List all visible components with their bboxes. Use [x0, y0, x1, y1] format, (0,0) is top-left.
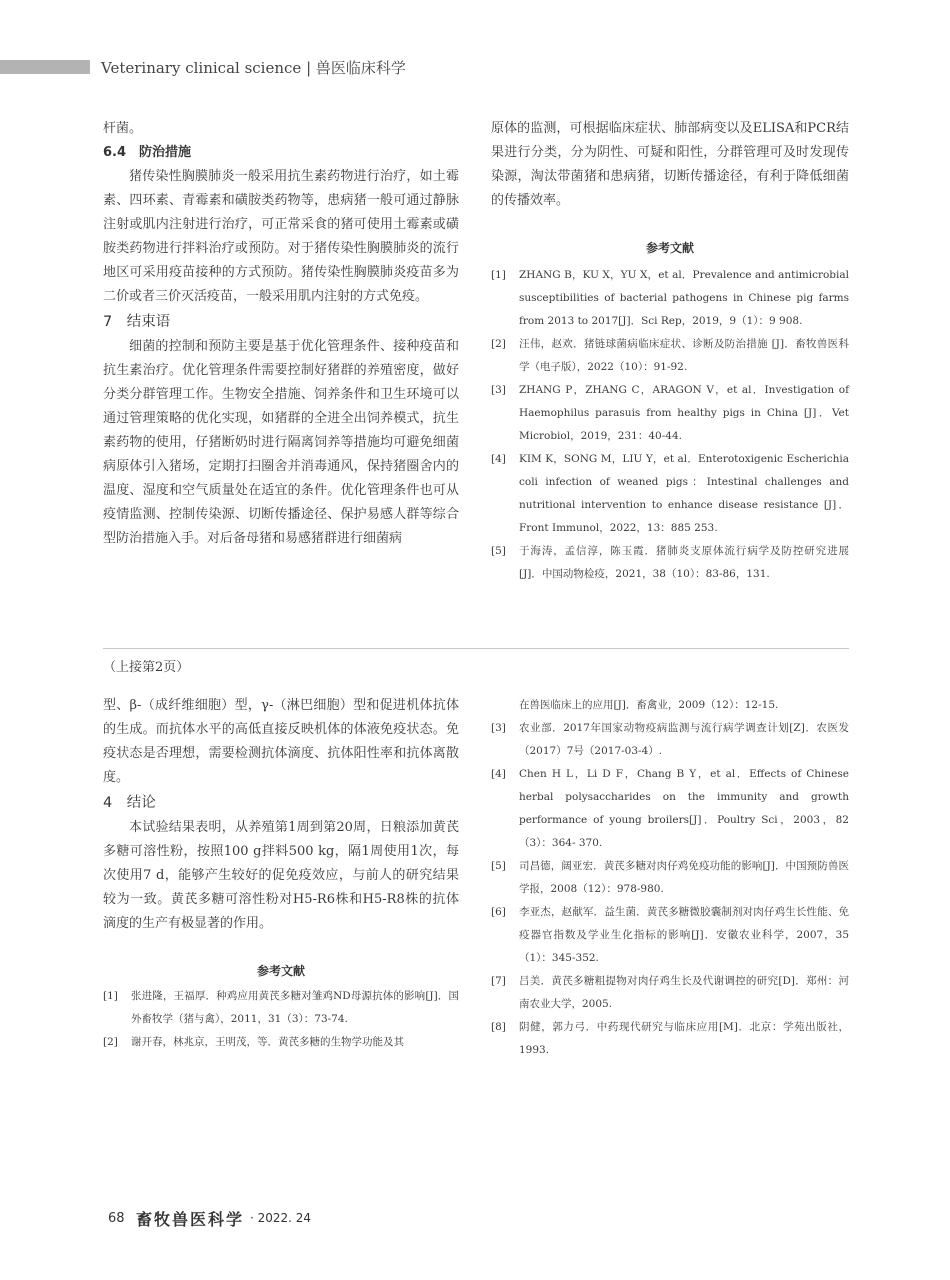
- reference-item: [1] ZHANG B，KU X，YU X，et al．Prevalence and antimicrobial susceptibilities of bacterial pathogens in Chinese pig farms from 2013 to 2017[J]．Sci Rep，2019，9（1）：9 908.: [491, 269, 849, 327]
- reference-item: [3] 农业部．2017年国家动物疫病监测与流行病学调查计划[Z]．农医发（2017）7号（2017-03-4）.: [491, 722, 849, 757]
- section-divider: [103, 648, 849, 649]
- top-left-column: [103, 117, 459, 551]
- paragraph-fragment: 杆菌。: [103, 121, 143, 136]
- references-title: 参考文献: [645, 241, 694, 255]
- issue-label: · 2022. 24: [250, 1211, 312, 1225]
- running-header: Veterinary clinical science | 兽医临床科学: [101, 59, 406, 77]
- reference-list: [491, 264, 849, 586]
- reference-item: [5] 司昌德，阔亚宏．黄芪多糖对肉仔鸡免疫功能的影响[J]．中国预防兽医学报，2008（12）：978-980.: [491, 860, 849, 895]
- section-heading: 4 结论: [103, 795, 156, 811]
- reference-continuation: 在兽医临床上的应用[J]．畜禽业，2009（12）：12-15.: [519, 699, 779, 711]
- reference-item: [1] 张进隆，王福厚．种鸡应用黄芪多糖对雏鸡ND母源抗体的影响[J]．国外畜牧学（猪与禽），2011，31（3）：73-74.: [103, 990, 459, 1025]
- reference-item: [4] Chen H L，Li D F，Chang B Y，et al．Effects of Chinese herbal polysaccharides on the immunity and growth performance of young broilers[J]．Poultry Sci，2003，82（3）：364- 370.: [491, 768, 849, 849]
- reference-item: [3] ZHANG P，ZHANG C，ARAGON V，et al．Investigation of Haemophilus parasuis from healthy pigs in China [J]．Vet Microbiol，2019，231：40-44.: [491, 384, 849, 442]
- top-right-column: [491, 117, 849, 586]
- paragraph-treatment: 猪传染性胸膜肺炎一般采用抗生素药物进行治疗，如土霉素、四环素、青霉素和磺胺类药物等，患病猪一般可通过静脉注射或肌内注射进行治疗，可正常采食的猪可使用土霉素或磺胺类药物进行拌料治疗或预防。对于猪传染性胸膜肺炎的流行地区可采用疫苗接种的方式预防。猪传染性胸膜肺炎疫苗多为二价或者三价灭活疫苗，一般采用肌内注射的方式免疫。: [103, 169, 459, 304]
- bottom-right-column: [491, 694, 849, 1062]
- paragraph-conclusion: 细菌的控制和预防主要是基于优化管理条件、接种疫苗和抗生素治疗。优化管理条件需要控制好猪群的养殖密度，做好分类分群管理工作。生物安全措施、饲养条件和卫生环境可以通过管理策略的优化实现，如猪群的全进全出饲养模式，抗生素药物的使用，仔猪断奶时进行隔离饲养等措施均可避免细菌病原体引入猪场，定期打扫圈舍并消毒通风，保持猪圈舍内的温度、湿度和空气质量处在适宜的条件。优化管理条件也可从疫情监测、控制传染源、切断传播途径、保护易感人群等综合型防治措施入手。对后备母猪和易感猪群进行细菌病: [103, 339, 459, 546]
- references-title: 参考文献: [256, 964, 305, 978]
- bottom-left-column: [103, 694, 459, 1054]
- reference-item: [2] 谢开春，林兆京，王明茂，等．黄芪多糖的生物学功能及其: [103, 1036, 404, 1048]
- paragraph-continued: 原体的监测，可根据临床症状、肺部病变以及ELISA和PCR结果进行分类，分为阴性、可疑和阳性，分群管理可及时发现传染源，淘汰带菌猪和患病猪，切断传播途径，有利于降低细菌的传播效率。: [491, 121, 849, 208]
- journal-logo-text: 畜牧兽医科学: [136, 1210, 245, 1229]
- paragraph-fragment: 型、β-（成纤维细胞）型，γ-（淋巴细胞）型和促进机体抗体的生成。而抗体水平的高低直接反映机体的体液免疫状态。免疫状态是否理想，需要检测抗体滴度、抗体阳性率和抗体离散度。: [103, 698, 459, 785]
- header-accent-bar: [0, 60, 90, 74]
- reference-item: [2] 汪伟，赵欢．猪链球菌病临床症状、诊断及防治措施 [J]．畜牧兽医科学（电子版），2022（10）：91-92.: [491, 338, 849, 373]
- paragraph-conclusion: 本试验结果表明，从养殖第1周到第20周，日粮添加黄芪多糖可溶性粉，按照100 g拌料500 kg，隔1周使用1次，每次使用7 d，能够产生较好的促免疫效应，与前人的研究结果较为一致。黄芪多糖可溶性粉对H5-R6株和H5-R8株的抗体滴度的生产有极显著的作用。: [103, 820, 459, 931]
- reference-item: [7] 吕美．黄芪多糖粗提物对肉仔鸡生长及代谢调控的研究[D]．郑州：河南农业大学，2005.: [491, 975, 849, 1010]
- reference-item: [5] 于海涛，孟信淳，陈玉霞．猪肺炎支原体流行病学及防控研究进展 [J]．中国动物检疫，2021，38（10）：83-86，131.: [491, 545, 849, 580]
- subsection-heading: 6.4 防治措施: [103, 145, 192, 160]
- reference-item: [4] KIM K，SONG M，LIU Y，et al．Enterotoxigenic Escherichia coli infection of weaned pigs：Intestinal challenges and nutritional intervention to enhance disease resistance [J]．Front Immunol，2022，13：885 253.: [491, 453, 849, 534]
- section-heading: 7 结束语: [103, 314, 171, 330]
- reference-item: [6] 李亚杰，赵献军．益生菌．黄芪多糖微胶囊制剂对肉仔鸡生长性能、免疫器官指数及学业生化指标的影响[J]．安徽农业科学，2007，35（1）：345-352.: [491, 906, 849, 964]
- reference-list: [103, 985, 459, 1054]
- continued-label: （上接第2页）: [103, 660, 190, 675]
- page-number: 68: [108, 1211, 125, 1226]
- reference-item: [8] 阴健，郭力弓．中药现代研究与临床应用[M]．北京：学苑出版社，1993.: [491, 1021, 849, 1056]
